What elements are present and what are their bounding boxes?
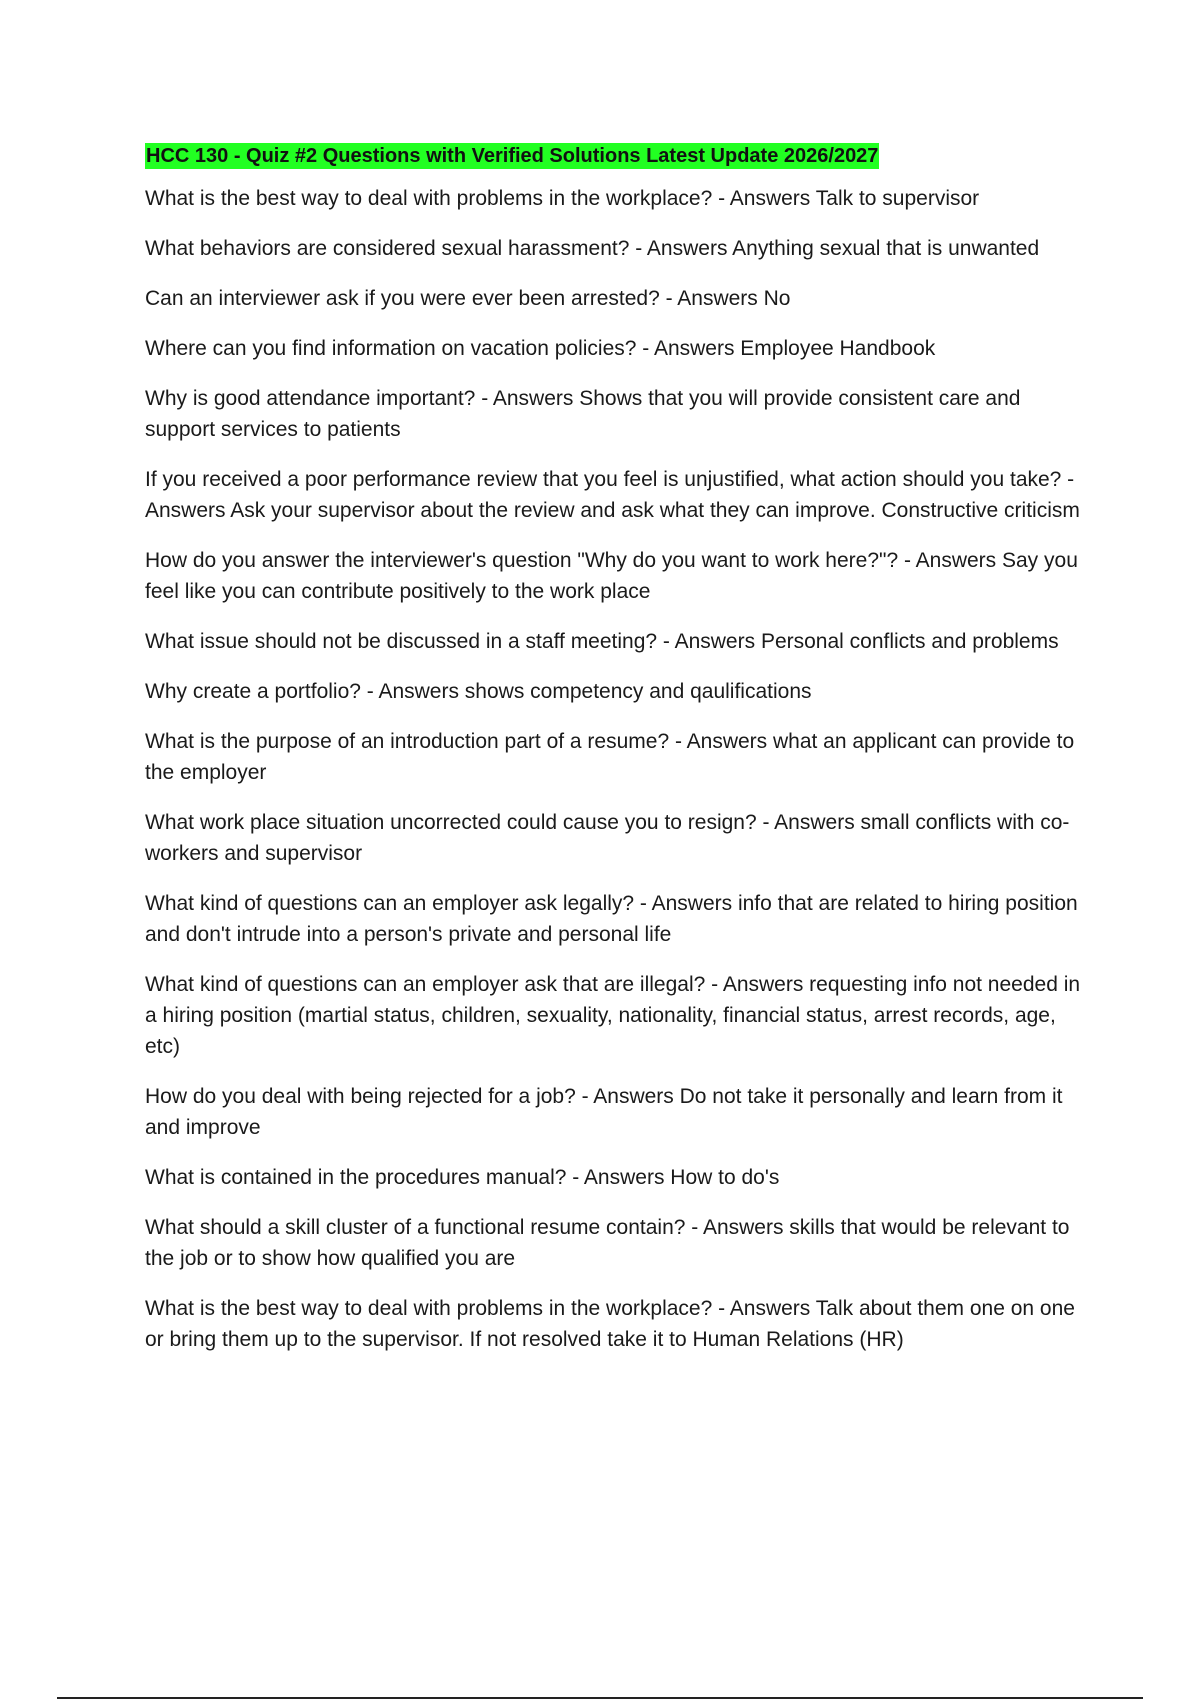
qa-item-10: What is the purpose of an introduction part of a resume? - Answers what an applicant can provide to the employer bbox=[145, 730, 1075, 784]
footer-divider bbox=[57, 1697, 1143, 1699]
qa-item-11: What work place situation uncorrected could cause you to resign? - Answers small conflicts with co-workers and supervisor bbox=[145, 811, 1070, 865]
qa-item-13: What kind of questions can an employer ask that are illegal? - Answers requesting info not needed in a hiring position (martial status, children, sexuality, nationality, financial status, arrest records, age, etc) bbox=[145, 973, 1081, 1058]
qa-item-12: What kind of questions can an employer ask legally? - Answers info that are related to hiring position and don't intrude into a person's private and personal life bbox=[145, 892, 1078, 946]
qa-item-1: What is the best way to deal with problems in the workplace? - Answers Talk to supervisor bbox=[145, 187, 980, 210]
document-title: HCC 130 - Quiz #2 Questions with Verified Solutions Latest Update 2026/2027 bbox=[146, 145, 879, 167]
qa-item-16: What should a skill cluster of a functional resume contain? - Answers skills that would be relevant to the job or to show how qualified you are bbox=[145, 1216, 1070, 1270]
qa-item-4: Where can you find information on vacation policies? - Answers Employee Handbook bbox=[145, 337, 936, 360]
qa-item-2: What behaviors are considered sexual harassment? - Answers Anything sexual that is unwanted bbox=[145, 237, 1040, 260]
qa-item-14: How do you deal with being rejected for a job? - Answers Do not take it personally and learn from it and improve bbox=[145, 1085, 1063, 1139]
qa-item-6: If you received a poor performance review that you feel is unjustified, what action should you take? - Answers Ask your supervisor about the review and ask what they can improve. Constructive criticism bbox=[145, 468, 1080, 522]
qa-item-17: What is the best way to deal with problems in the workplace? - Answers Talk about them one on one or bring them up to the supervisor. If not resolved take it to Human Relations (HR) bbox=[145, 1297, 1075, 1351]
qa-item-7: How do you answer the interviewer's question "Why do you want to work here?"? - Answers Say you feel like you can contribute positively to the work place bbox=[145, 549, 1078, 603]
document-body bbox=[145, 143, 1095, 1374]
qa-item-15: What is contained in the procedures manual? - Answers How to do's bbox=[145, 1166, 780, 1189]
qa-item-9: Why create a portfolio? - Answers shows competency and qaulifications bbox=[145, 680, 812, 703]
qa-item-3: Can an interviewer ask if you were ever been arrested? - Answers No bbox=[145, 287, 791, 310]
qa-item-5: Why is good attendance important? - Answers Shows that you will provide consistent care and support services to patients bbox=[145, 387, 1021, 441]
qa-item-8: What issue should not be discussed in a staff meeting? - Answers Personal conflicts and problems bbox=[145, 630, 1059, 653]
